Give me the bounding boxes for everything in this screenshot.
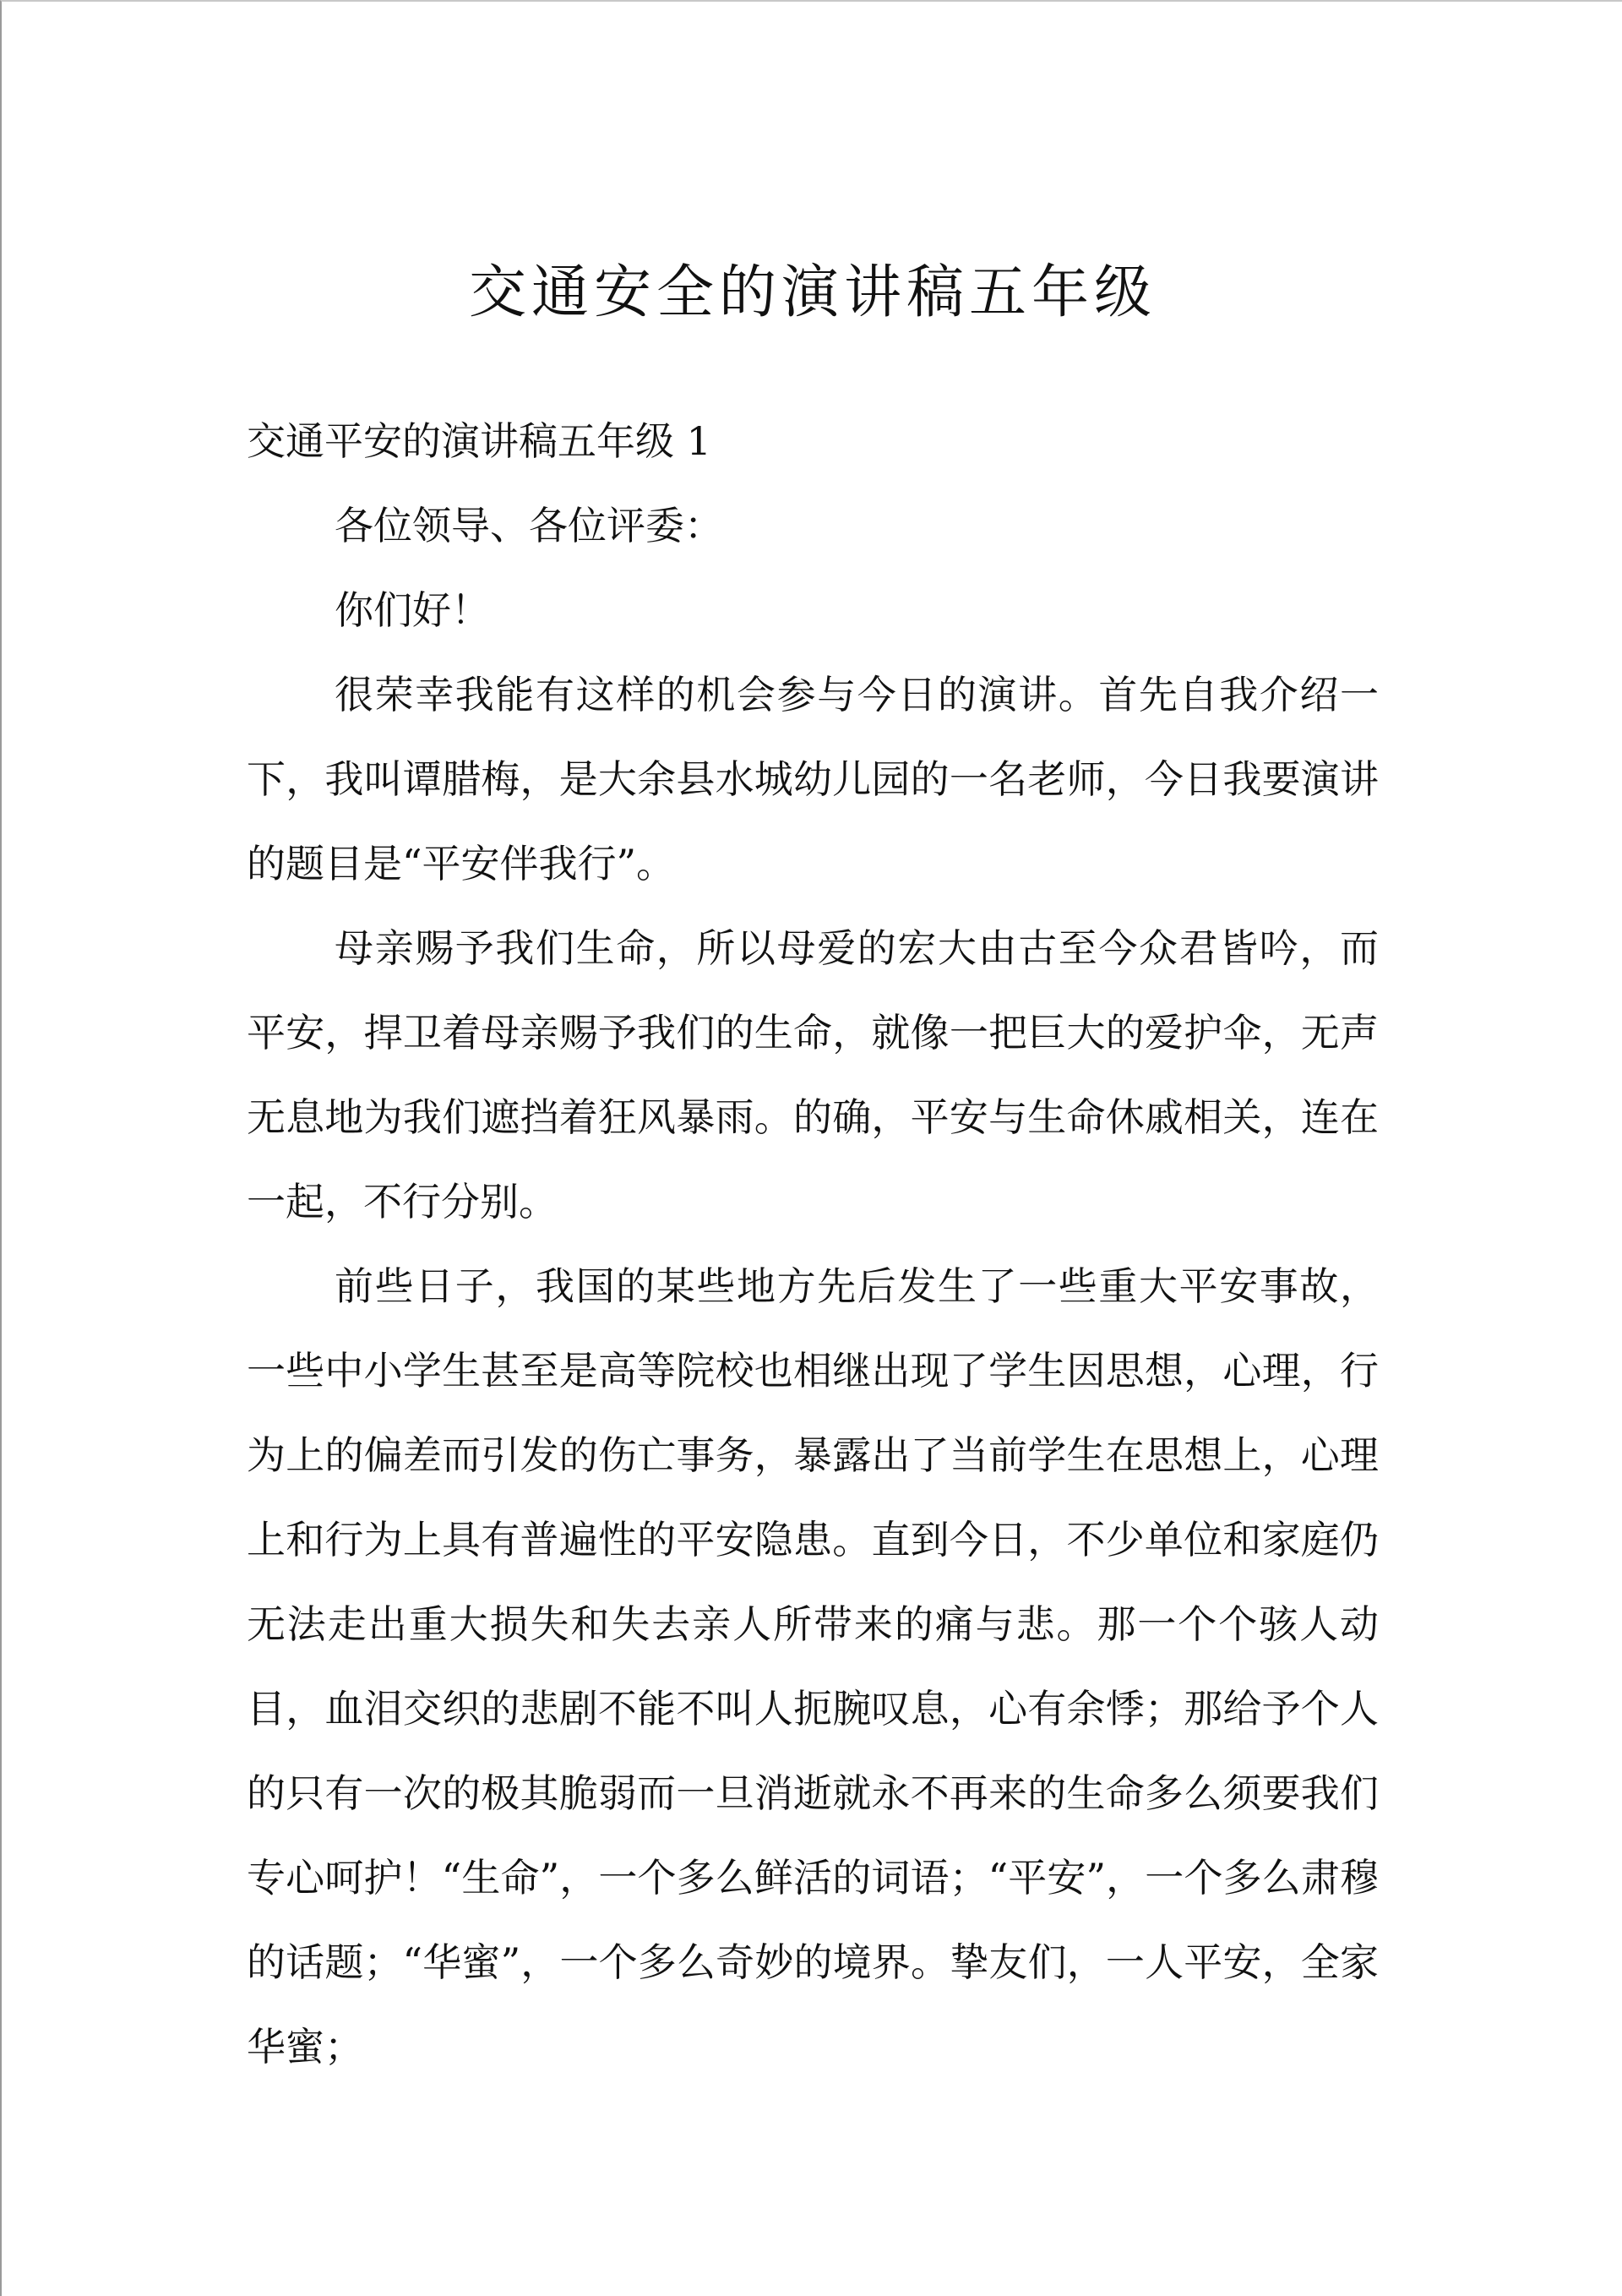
paragraph-salutation: 各位领导、各位评委：	[335, 503, 723, 548]
paragraph-mother-and-safety: 母亲赐予我们生命，所以母爱的宏大由古至今众君皆吟，而平安，捍卫着母亲赐予我们的生命，就像一把巨大的爱护伞，无声无息地为我们遮挡着狂风暴雨。的确，平安与生命休戚相关，连在一起，不行分别。	[247, 925, 1379, 1224]
paragraph-accidents: 前些日子，我国的某些地方先后发生了一些重大平安事故，一些中小学生甚至是高等院校也相继出现了学生因思想，心理，行为上的偏差而引发的伤亡事务，暴露出了当前学生在思想上，心理上和行为上具有普遍性的平安隐患。直到今日，不少单位和家庭仍无法走出重大损失和失去亲人所带来的痛与悲。那一个个骇人动目，血泪交织的悲剧不能不叫人扼腕叹息，心有余悸；那给予个人的只有一次的极其脆弱而一旦消逝就永不再来的生命多么须要我们专心呵护！“生命”，一个多么鲜活的词语；“平安”，一个多么肃穆的话题；“华蜜”，一个多么奇妙的境界。挚友们，一人平安，全家华蜜；	[247, 1263, 1379, 2070]
paragraph-introduction: 很荣幸我能有这样的机会参与今日的演讲。首先自我介绍一下，我叫谭腊梅，是大余县水城幼儿园的一名老师，今日我要演讲的题目是“平安伴我行”。	[247, 672, 1379, 886]
document-title: 交通安全的演讲稿五年级	[468, 259, 1157, 326]
paragraph-greeting: 你们好！	[335, 587, 490, 633]
document-body	[247, 399, 1379, 2089]
section-heading: 交通平安的演讲稿五年级 1	[247, 418, 711, 464]
